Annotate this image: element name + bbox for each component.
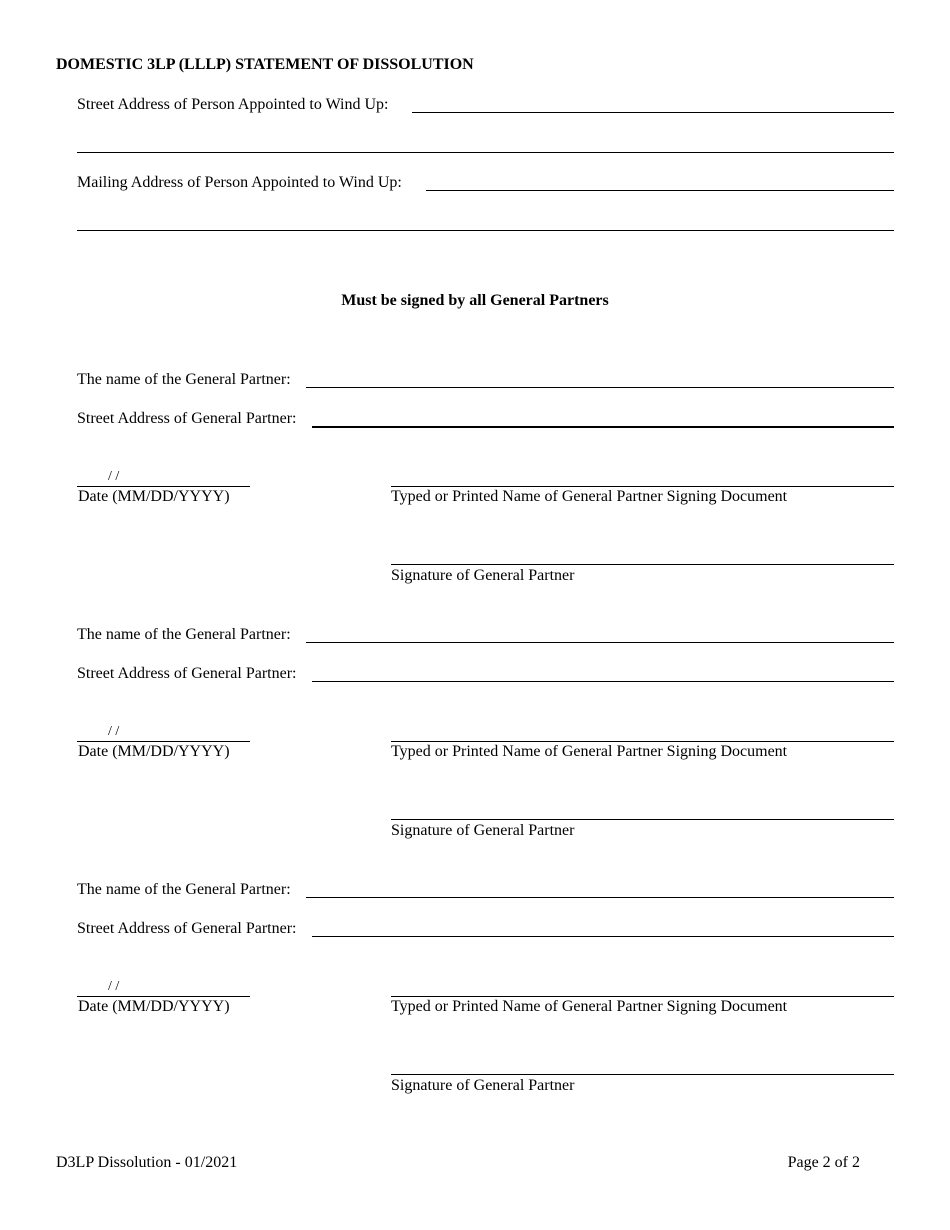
typed-name-label: Typed or Printed Name of General Partner Signing Document (391, 998, 788, 1015)
typed-name-label: Typed or Printed Name of General Partner Signing Document (391, 488, 788, 505)
date-slashes: / / (108, 724, 120, 739)
signature-field[interactable] (391, 564, 894, 565)
footer-form-id: D3LP Dissolution - 01/2021 (56, 1154, 238, 1171)
footer-page-number: Page 2 of 2 (787, 1154, 860, 1171)
date-label: Date (MM/DD/YYYY) (78, 743, 230, 760)
windup-mailing-field[interactable] (426, 190, 894, 191)
windup-street-field-line2[interactable] (77, 152, 894, 153)
partner-name-field[interactable] (306, 897, 894, 898)
document-title: DOMESTIC 3LP (LLLP) STATEMENT OF DISSOLUTION (56, 56, 474, 73)
typed-name-field[interactable] (391, 996, 894, 997)
partner-name-label: The name of the General Partner: (77, 626, 291, 643)
signature-field[interactable] (391, 819, 894, 820)
date-field[interactable] (77, 996, 250, 997)
partner-street-field[interactable] (312, 426, 894, 428)
date-label: Date (MM/DD/YYYY) (78, 488, 230, 505)
windup-street-field[interactable] (412, 112, 894, 113)
date-label: Date (MM/DD/YYYY) (78, 998, 230, 1015)
typed-name-field[interactable] (391, 741, 894, 742)
partner-street-field[interactable] (312, 936, 894, 937)
windup-mailing-field-line2[interactable] (77, 230, 894, 231)
partner-street-label: Street Address of General Partner: (77, 410, 297, 427)
date-field[interactable] (77, 741, 250, 742)
partner-street-field[interactable] (312, 681, 894, 682)
partner-street-label: Street Address of General Partner: (77, 920, 297, 937)
date-slashes: / / (108, 979, 120, 994)
partner-street-label: Street Address of General Partner: (77, 665, 297, 682)
partner-name-field[interactable] (306, 642, 894, 643)
typed-name-field[interactable] (391, 486, 894, 487)
signature-label: Signature of General Partner (391, 822, 575, 839)
date-field[interactable] (77, 486, 250, 487)
windup-mailing-label: Mailing Address of Person Appointed to Wind Up: (77, 174, 402, 191)
date-slashes: / / (108, 469, 120, 484)
signature-label: Signature of General Partner (391, 567, 575, 584)
partner-name-label: The name of the General Partner: (77, 881, 291, 898)
partner-name-field[interactable] (306, 387, 894, 388)
typed-name-label: Typed or Printed Name of General Partner Signing Document (391, 743, 788, 760)
signature-field[interactable] (391, 1074, 894, 1075)
signature-label: Signature of General Partner (391, 1077, 575, 1094)
windup-street-label: Street Address of Person Appointed to Wind Up: (77, 96, 389, 113)
signature-heading: Must be signed by all General Partners (341, 292, 609, 309)
partner-name-label: The name of the General Partner: (77, 371, 291, 388)
